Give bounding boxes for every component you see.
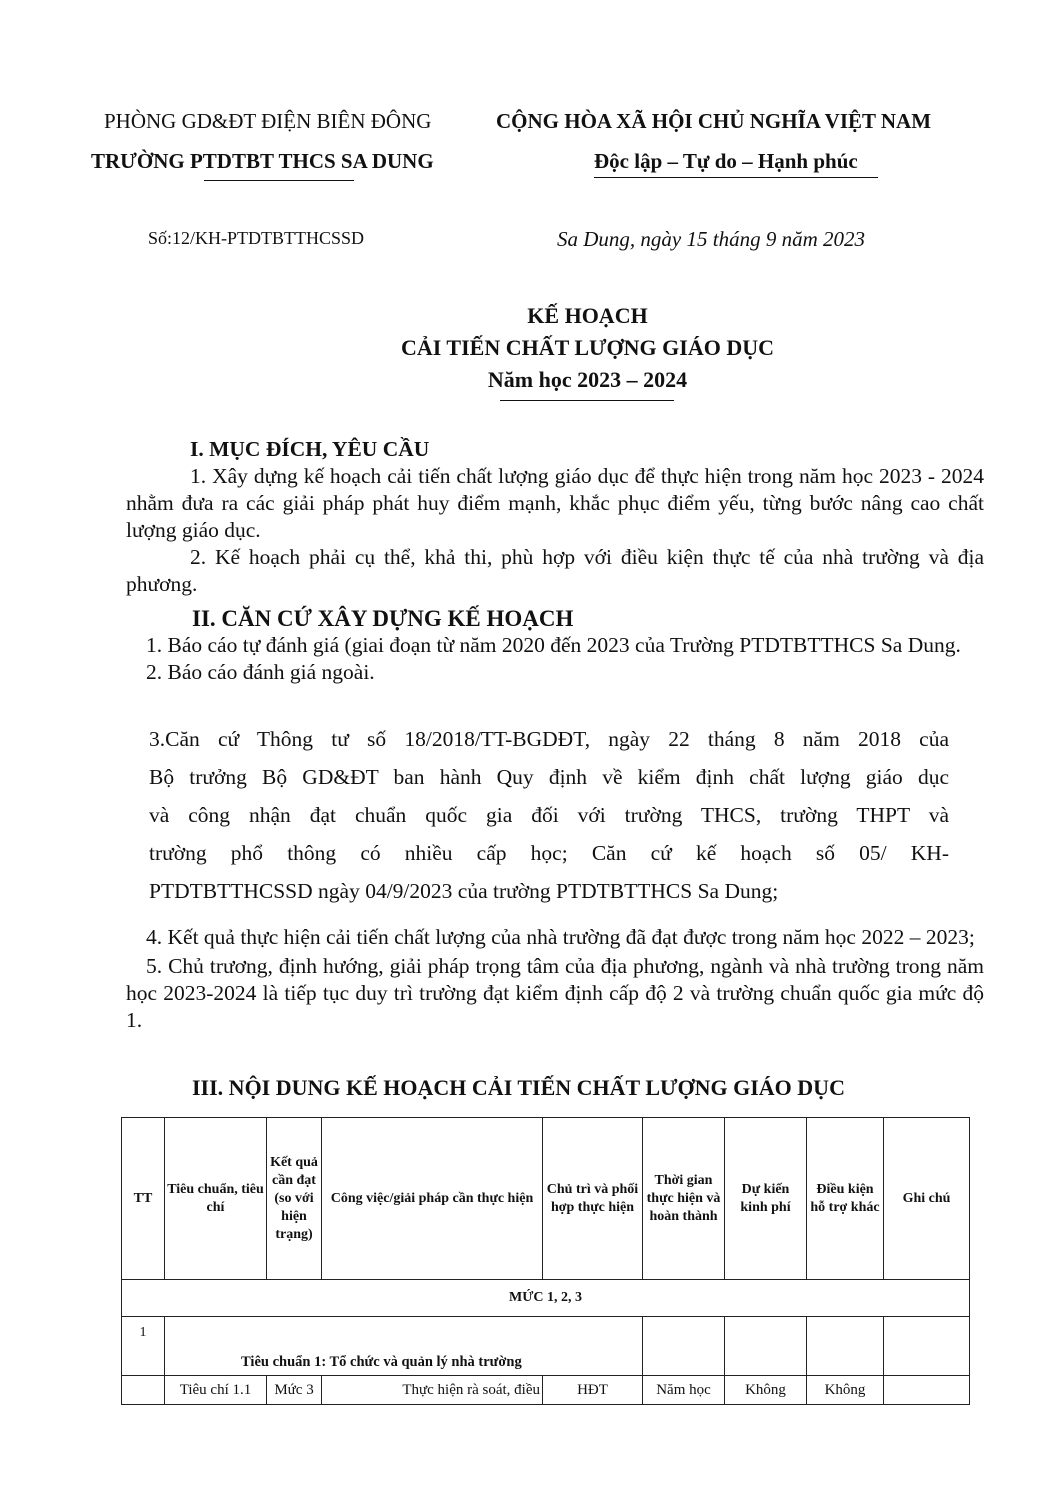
header-tt: TT: [122, 1118, 165, 1280]
title-line-1: KẾ HOẠCH: [527, 303, 648, 328]
document-number: Số:12/KH-PTDTBTTHCSSD: [148, 228, 365, 248]
section-2: [126, 605, 984, 686]
section-2-tail: [126, 924, 984, 1034]
header-time: Thời gian thực hiện và hoàn thành: [643, 1118, 725, 1280]
standard-empty-cost: [725, 1317, 807, 1376]
country-name: CỘNG HÒA XÃ HỘI CHỦ NGHĨA VIỆT NAM: [496, 109, 932, 133]
header-criteria: Tiêu chuẩn, tiêu chí: [165, 1118, 267, 1280]
table-header-row: [122, 1118, 970, 1280]
section-2-paragraph-2: 2. Báo cáo đánh giá ngoài.: [146, 660, 375, 684]
standard-empty-time: [643, 1317, 725, 1376]
table-row-standard: [122, 1317, 970, 1376]
standard-tt: 1: [122, 1317, 165, 1376]
national-motto: Độc lập – Tự do – Hạnh phúc: [594, 149, 858, 173]
table-row: [122, 1376, 970, 1405]
criteria-note: [884, 1376, 970, 1405]
header-cost: Dự kiến kinh phí: [725, 1118, 807, 1280]
title-line-3: Năm học 2023 – 2024: [487, 367, 688, 392]
criteria-task: Thực hiện rà soát, điều: [322, 1376, 543, 1405]
level-cell: MỨC 1, 2, 3: [122, 1280, 970, 1317]
criteria-name: Tiêu chí 1.1: [165, 1376, 267, 1405]
criteria-cost: Không: [725, 1376, 807, 1405]
school-name-underline: [204, 180, 354, 181]
standard-empty-note: [884, 1317, 970, 1376]
standard-label: Tiêu chuẩn 1: Tổ chức và quản lý nhà trường: [165, 1317, 643, 1376]
header-support: Điều kiện hỗ trợ khác: [807, 1118, 884, 1280]
standard-empty-support: [807, 1317, 884, 1376]
section-2-paragraph-5: 5. Chủ trương, định hướng, giải pháp trọng tâm của địa phương, ngành và nhà trường trong năm học 2023-2024 là tiếp tục duy trì trường đạt kiểm định cấp độ 2 và trường chuẩn quốc gia mức độ 1.: [126, 954, 984, 1032]
paragraph-3-line-5: PTDTBTTHCSSD ngày 04/9/2023 của trường PTDTBTTHCS Sa Dung;: [149, 879, 779, 903]
criteria-lead: HĐT: [543, 1376, 643, 1405]
section-1: [126, 436, 984, 598]
place-date: Sa Dung, ngày 15 tháng 9 năm 2023: [557, 227, 865, 251]
section-2-heading: II. CĂN CỨ XÂY DỰNG KẾ HOẠCH: [192, 606, 574, 631]
paragraph-3-line-1: 3.Căn cứ Thông tư số 18/2018/TT-BGDĐT, ngày 22 tháng 8 năm 2018 của: [149, 727, 949, 751]
criteria-target: Mức 3: [267, 1376, 322, 1405]
header-lead: Chủ trì và phối hợp thực hiện: [543, 1118, 643, 1280]
school-name: TRƯỜNG PTDTBT THCS SA DUNG: [91, 149, 434, 173]
section-1-heading: I. MỤC ĐÍCH, YÊU CẦU: [190, 437, 430, 461]
paragraph-3-line-2: Bộ trưởng Bộ GD&ĐT ban hành Quy định về kiểm định chất lượng giáo dục: [149, 765, 949, 789]
section-2-paragraph-1: 1. Báo cáo tự đánh giá (giai đoạn từ năm 2020 đến 2023 của Trường PTDTBTTHCS Sa Dung.: [146, 633, 961, 657]
section-1-paragraph-2: 2. Kế hoạch phải cụ thể, khả thi, phù hợp với điều kiện thực tế của nhà trường và địa phương.: [126, 545, 984, 596]
header-target: Kết quả cần đạt (so với hiện trạng): [267, 1118, 322, 1280]
header-note: Ghi chú: [884, 1118, 970, 1280]
paragraph-3-line-4: trường phổ thông có nhiều cấp học; Căn cứ kế hoạch số 05/ KH-: [149, 841, 949, 865]
agency-name: PHÒNG GD&ĐT ĐIỆN BIÊN ĐÔNG: [104, 109, 432, 133]
section-2-paragraph-3: [149, 720, 949, 910]
section-3-heading: III. NỘI DUNG KẾ HOẠCH CẢI TIẾN CHẤT LƯỢNG GIÁO DỤC: [192, 1075, 845, 1100]
table-row-level: [122, 1280, 970, 1317]
section-2-paragraph-4: 4. Kết quả thực hiện cải tiến chất lượng của nhà trường đã đạt được trong năm học 2022 – 2023;: [146, 925, 975, 949]
criteria-time: Năm học: [643, 1376, 725, 1405]
paragraph-3-line-3: và công nhận đạt chuẩn quốc gia đối với trường THCS, trường THPT và: [149, 803, 949, 827]
criteria-support: Không: [807, 1376, 884, 1405]
improvement-plan-table: [121, 1117, 970, 1405]
header-task: Công việc/giải pháp cần thực hiện: [322, 1118, 543, 1280]
motto-underline: [594, 177, 878, 178]
title-underline: [500, 400, 674, 401]
title-line-2: CẢI TIẾN CHẤT LƯỢNG GIÁO DỤC: [400, 335, 775, 360]
section-1-paragraph-1: 1. Xây dựng kế hoạch cải tiến chất lượng giáo dục để thực hiện trong năm học 2023 - 2024 nhằm đưa ra các giải pháp phát huy điểm mạnh, khắc phục điểm yếu, từng bước nâng cao chất lượng giáo dục.: [126, 464, 984, 542]
criteria-tt: [122, 1376, 165, 1405]
